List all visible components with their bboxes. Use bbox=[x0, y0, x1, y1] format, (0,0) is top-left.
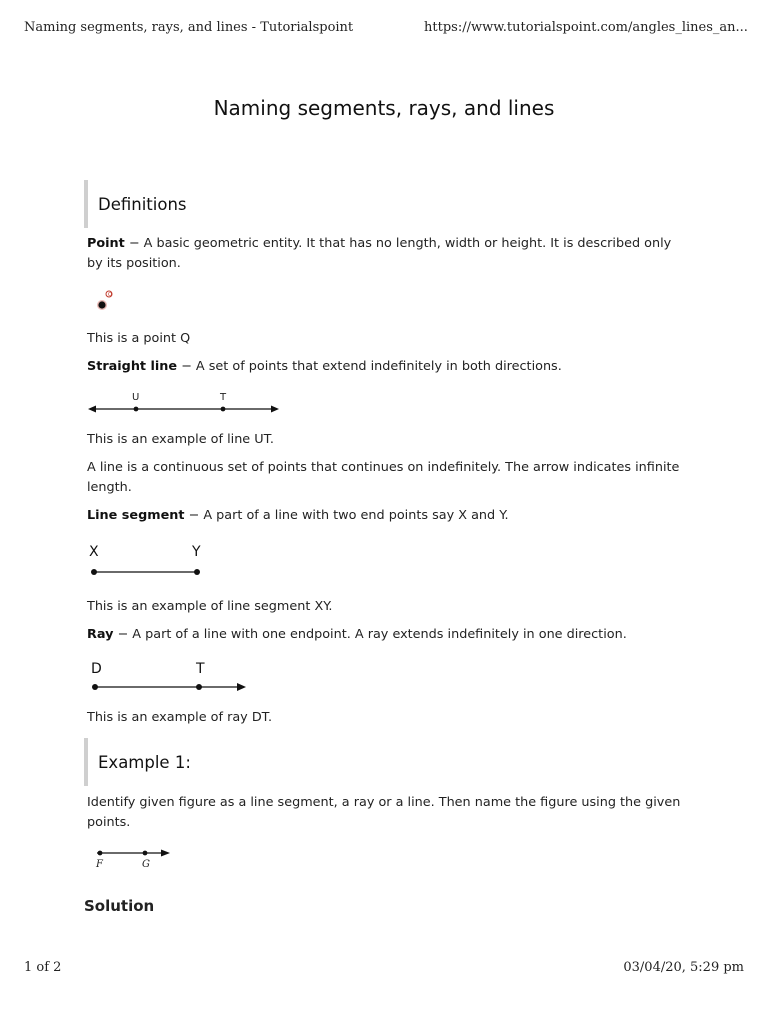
point-q-label: Q bbox=[108, 292, 112, 298]
segment-text: − A part of a line with two end points say X and Y. bbox=[184, 508, 509, 523]
point-definition bbox=[87, 234, 687, 274]
print-header-url[interactable]: https://www.tutorialspoint.com/angles_lines_an... bbox=[424, 20, 748, 35]
ray-point-t bbox=[196, 684, 202, 690]
example1-arrow bbox=[161, 850, 170, 857]
line-definition bbox=[87, 357, 687, 377]
segment-definition bbox=[87, 506, 687, 526]
point-caption: This is a point Q bbox=[87, 331, 191, 346]
segment-caption: This is an example of line segment XY. bbox=[87, 599, 333, 614]
segment-xy-figure bbox=[86, 540, 216, 582]
line-caption: This is an example of line UT. bbox=[87, 432, 274, 447]
ray-dt-figure bbox=[86, 656, 256, 698]
ray-point-d bbox=[92, 684, 98, 690]
solution-heading: Solution bbox=[84, 897, 155, 915]
example1-point-g bbox=[143, 851, 148, 856]
example1-label-g: G bbox=[142, 859, 150, 870]
line-term: Straight line bbox=[87, 359, 178, 374]
example1-heading-text: Example 1: bbox=[98, 752, 191, 772]
segment-point-y bbox=[194, 569, 200, 575]
point-q-dot bbox=[98, 301, 105, 308]
line-point-u bbox=[134, 407, 139, 412]
print-footer-page: 1 of 2 bbox=[24, 960, 62, 975]
line-label-u: U bbox=[132, 392, 140, 403]
example1-figure bbox=[88, 844, 178, 874]
ray-text: − A part of a line with one endpoint. A ray extends indefinitely in one direction. bbox=[113, 627, 627, 642]
ray-caption: This is an example of ray DT. bbox=[87, 710, 273, 725]
print-footer-datetime: 03/04/20, 5:29 pm bbox=[623, 960, 744, 975]
segment-point-x bbox=[91, 569, 97, 575]
print-header-title: Naming segments, rays, and lines - Tutorialspoint bbox=[24, 20, 354, 35]
line-point-t bbox=[221, 407, 226, 412]
ray-term: Ray bbox=[87, 627, 114, 642]
ray-label-d: D bbox=[91, 661, 102, 677]
ray-dt-arrow bbox=[237, 683, 246, 691]
page-title: Naming segments, rays, and lines bbox=[213, 96, 555, 120]
example1-question: Identify given figure as a line segment, a ray or a line. Then name the figure using the given points. bbox=[87, 795, 681, 830]
example1-point-f bbox=[98, 851, 103, 856]
line-ut-right-arrow bbox=[271, 406, 279, 413]
example1-label-f: F bbox=[96, 859, 103, 870]
segment-term: Line segment bbox=[87, 508, 185, 523]
line-text: − A set of points that extend indefinitely in both directions. bbox=[177, 359, 562, 374]
line-note: A line is a continuous set of points that continues on indefinitely. The arrow indicates infinite length. bbox=[87, 460, 680, 495]
ray-definition bbox=[87, 625, 687, 645]
segment-label-x: X bbox=[89, 544, 99, 560]
line-ut-left-arrow bbox=[88, 406, 96, 413]
point-text: − A basic geometric entity. It that has no length, width or height. It is described only by its position. bbox=[87, 236, 672, 271]
definitions-heading-text: Definitions bbox=[98, 194, 187, 214]
segment-label-y: Y bbox=[192, 544, 201, 560]
ray-label-t: T bbox=[196, 661, 205, 677]
line-label-t: T bbox=[220, 392, 227, 403]
definitions-heading bbox=[84, 180, 187, 228]
point-term: Point bbox=[87, 236, 125, 251]
line-ut-figure bbox=[86, 386, 286, 420]
point-figure bbox=[88, 286, 128, 316]
example1-heading bbox=[84, 738, 191, 786]
